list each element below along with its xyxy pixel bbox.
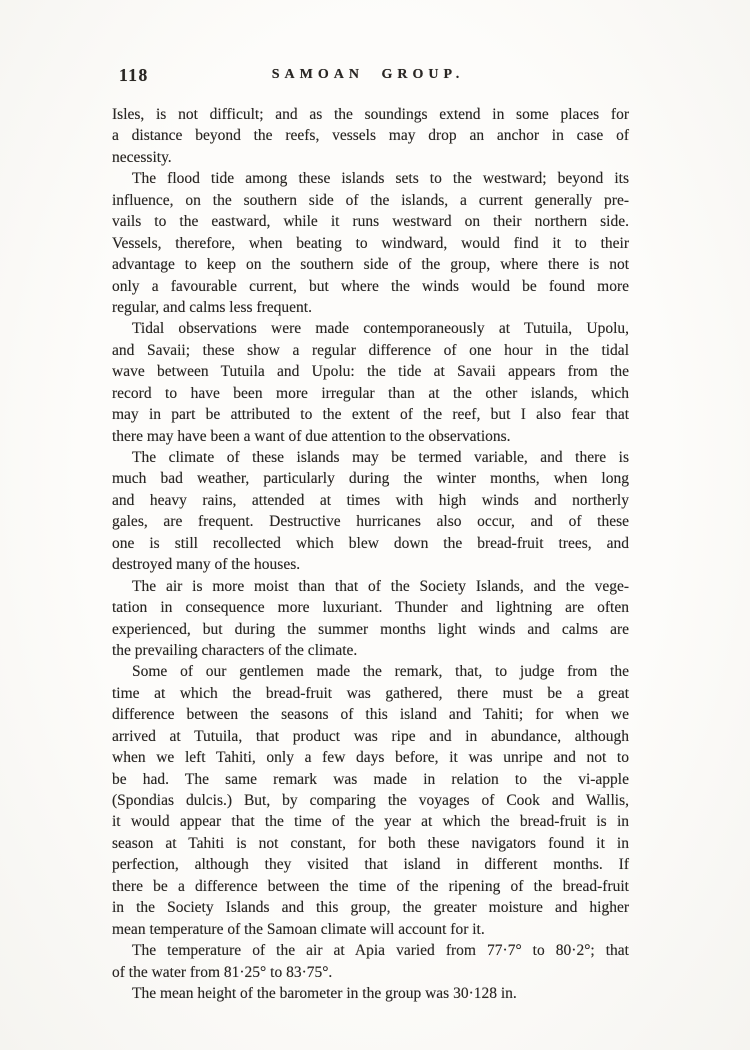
text-line: wave between Tutuila and Upolu: the tide at Savaii appears from the <box>112 363 629 381</box>
text-line: Tidal observations were made contemporaneously at Tutuila, Upolu, <box>132 320 629 338</box>
text-line: season at Tahiti is not constant, for both these navigators found it in <box>112 834 629 852</box>
text-line: The temperature of the air at Apia varied from 77·7° to 80·2°; that <box>132 942 629 960</box>
text-line: The climate of these islands may be termed variable, and there is <box>132 449 629 466</box>
text-line: there be a difference between the time of the ripening of the bread-fruit <box>112 877 629 895</box>
text-line: in the Society Islands and this group, the greater moisture and higher <box>112 899 629 917</box>
text-line: influence, on the southern side of the islands, a current generally pre- <box>112 191 629 209</box>
paragraph <box>112 983 629 1004</box>
text-line: advantage to keep on the southern side of the group, where there is not <box>112 256 629 274</box>
text-line: arrived at Tutuila, that product was ripe and in abundance, although <box>112 727 629 745</box>
text-line: perfection, although they visited that island in different months. If <box>112 856 629 874</box>
text-line: there may have been a want of due attention to the observations. <box>112 427 511 445</box>
paragraph <box>112 318 629 447</box>
text-line: experienced, but during the summer months light winds and calms are <box>112 620 629 638</box>
text-line: of the water from 81·25° to 83·75°. <box>112 963 333 981</box>
text-line: gales, are frequent. Destructive hurricanes also occur, and of these <box>112 513 629 531</box>
text-line: regular, and calms less frequent. <box>112 298 312 316</box>
text-line: Some of our gentlemen made the remark, that, to judge from the <box>132 663 629 681</box>
text-line: one is still recollected which blew down the bread-fruit trees, and <box>112 534 629 552</box>
text-line: The flood tide among these islands sets to the westward; beyond its <box>132 170 629 188</box>
paragraph <box>112 576 629 662</box>
paragraph <box>112 661 629 940</box>
text-line: it would appear that the time of the year at which the bread-fruit is in <box>112 813 629 831</box>
text-line: a distance beyond the reefs, vessels may drop an anchor in case of <box>112 127 629 145</box>
paragraph <box>112 940 629 983</box>
text-line: tation in consequence more luxuriant. Thunder and lightning are often <box>112 599 629 617</box>
text-line: much bad weather, particularly during the winter months, when long <box>112 470 629 488</box>
text-line: record to have been more irregular than at the other islands, which <box>112 384 629 402</box>
text-line: The mean height of the barometer in the group was 30·128 in. <box>132 984 517 1002</box>
page-header <box>0 65 750 89</box>
text-line: time at which the bread-fruit was gathered, there must be a great <box>112 684 629 702</box>
text-line: only a favourable current, but where the winds would be found more <box>112 277 629 295</box>
text-line: and Savaii; these show a regular difference of one hour in the tidal <box>112 341 629 359</box>
paragraph <box>112 104 629 168</box>
text-line: mean temperature of the Samoan climate will account for it. <box>112 920 485 938</box>
text-line: the prevailing characters of the climate. <box>112 641 358 659</box>
text-line: may in part be attributed to the extent of the reef, but I also fear that <box>112 406 629 424</box>
text-line: destroyed many of the houses. <box>112 556 301 574</box>
text-line: Isles, is not difficult; and as the soundings extend in some places for <box>112 106 629 123</box>
text-line: necessity. <box>112 148 172 166</box>
text-line: The air is more moist than that of the Society Islands, and the vege- <box>132 577 629 595</box>
page-body <box>112 104 629 1004</box>
page-number: 118 <box>119 65 149 85</box>
text-line: (Spondias dulcis.) But, by comparing the voyages of Cook and Wallis, <box>112 792 629 809</box>
text-line: difference between the seasons of this island and Tahiti; for when we <box>112 706 629 724</box>
running-title: SAMOAN GROUP. <box>271 67 465 82</box>
text-line: vails to the eastward, while it runs westward on their northern side. <box>112 213 629 231</box>
text-line: Vessels, therefore, when beating to windward, would find it to their <box>112 234 629 252</box>
paragraph <box>112 168 629 318</box>
text-line: be had. The same remark was made in relation to the vi-apple <box>112 770 629 788</box>
text-line: and heavy rains, attended at times with high winds and northerly <box>112 491 629 509</box>
text-line: when we left Tahiti, only a few days before, it was unripe and not to <box>112 749 629 767</box>
paragraph <box>112 447 629 576</box>
